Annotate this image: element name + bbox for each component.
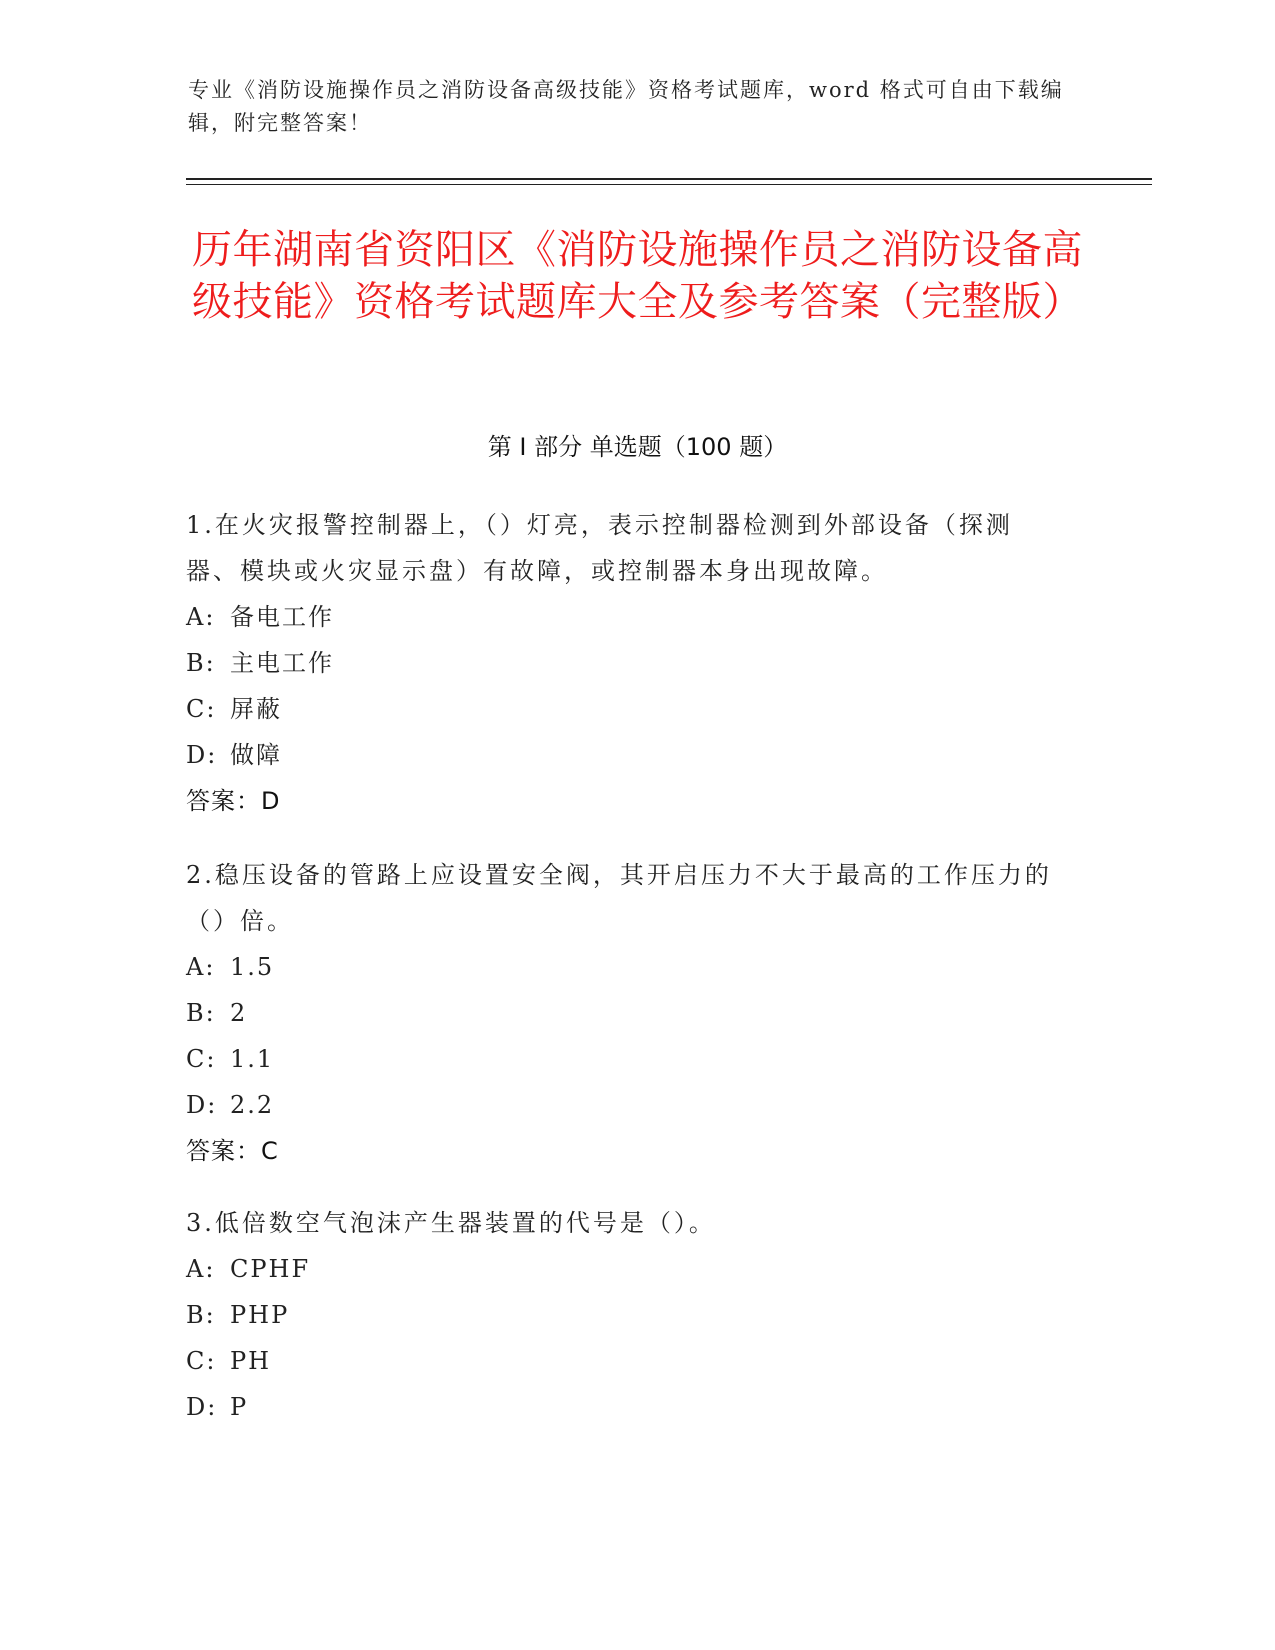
option-b xyxy=(186,1292,1066,1338)
option-c xyxy=(186,1036,1066,1082)
option-value: 1.1 xyxy=(230,1045,275,1073)
option-value: CPHF xyxy=(230,1255,311,1283)
question-1 xyxy=(186,502,1066,824)
option-c xyxy=(186,686,1066,732)
option-key: C: xyxy=(186,1045,217,1073)
option-key: D: xyxy=(186,741,218,769)
option-key: D: xyxy=(186,1393,218,1421)
question-2 xyxy=(186,852,1066,1174)
option-value: PHP xyxy=(230,1301,290,1329)
option-key: B: xyxy=(186,999,216,1027)
option-value: 做障 xyxy=(230,741,282,769)
option-d xyxy=(186,1082,1066,1128)
option-value: 2 xyxy=(230,999,248,1027)
header-note: 专业《消防设施操作员之消防设备高级技能》资格考试题库，word 格式可自由下载编辑，附完整答案！ xyxy=(188,78,1064,135)
option-key: C: xyxy=(186,1347,217,1375)
option-d xyxy=(186,732,1066,778)
section-heading: 第 I 部分 单选题（100 题） xyxy=(487,433,788,461)
option-a xyxy=(186,1246,1066,1292)
option-key: C: xyxy=(186,695,217,723)
option-key: D: xyxy=(186,1091,218,1119)
option-value: 主电工作 xyxy=(230,649,334,677)
option-b xyxy=(186,990,1066,1036)
question-text: 1.在火灾报警控制器上，（）灯亮，表示控制器检测到外部设备（探测器、模块或火灾显示盘）有故障，或控制器本身出现故障。 xyxy=(186,511,1013,585)
answer-line: 答案：D xyxy=(186,787,281,815)
option-key: A: xyxy=(186,953,216,981)
option-a xyxy=(186,594,1066,640)
option-a xyxy=(186,944,1066,990)
option-key: A: xyxy=(186,1255,216,1283)
option-key: B: xyxy=(186,649,216,677)
option-b xyxy=(186,640,1066,686)
option-d xyxy=(186,1384,1066,1430)
question-3 xyxy=(186,1200,1066,1430)
question-text: 2.稳压设备的管路上应设置安全阀，其开启压力不大于最高的工作压力的（）倍。 xyxy=(186,861,1052,935)
option-value: 备电工作 xyxy=(230,603,334,631)
option-key: B: xyxy=(186,1301,216,1329)
document-title: 历年湖南省资阳区《消防设施操作员之消防设备高级技能》资格考试题库大全及参考答案（完整版） xyxy=(192,227,1083,325)
answer-line: 答案：C xyxy=(186,1137,279,1165)
option-c xyxy=(186,1338,1066,1384)
option-value: 2.2 xyxy=(230,1091,275,1119)
header-rule-thick xyxy=(186,178,1152,180)
option-value: 1.5 xyxy=(230,953,275,981)
question-text: 3.低倍数空气泡沫产生器装置的代号是（）。 xyxy=(186,1209,716,1237)
header-rule-thin xyxy=(186,184,1152,185)
option-value: 屏蔽 xyxy=(230,695,282,723)
option-key: A: xyxy=(186,603,216,631)
option-value: P xyxy=(230,1393,249,1421)
option-value: PH xyxy=(230,1347,272,1375)
